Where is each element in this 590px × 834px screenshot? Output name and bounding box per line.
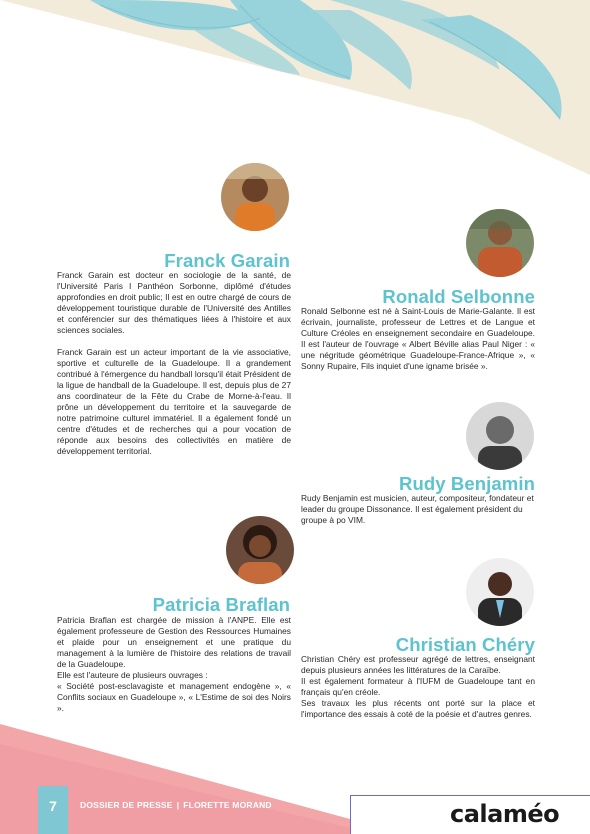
- bio-paragraph: Il est également formateur à l'IUFM de Guadeloupe tant en français qu'en créole.: [301, 676, 535, 697]
- ronald-selbonne-bio: [301, 306, 535, 372]
- bio-paragraph: Franck Garain est un acteur important de la vie associative, sportive et culturelle de la Guadeloupe. Il a grandement contribué à l'émergence du handball lorsqu'il était Président de la ligue de handball de la Guadeloupe. Il est, depuis plus de 27 ans coordinateur de la Fête du Crabe de Morne-à-l'eau. Il prône un développement du territoire et la sauvegarde de notre patrimoine culturel immatériel. Il a également fondé un centre d'études et de recherches qui a pour vocation de réponde aux besoins des collectivités en matière de développement territorial.: [57, 347, 291, 456]
- footer-separator: |: [176, 800, 180, 810]
- christian-chery-bio: [301, 654, 535, 720]
- footer-author: FLORETTE MORAND: [183, 800, 272, 810]
- bio-paragraph: Rudy Benjamin est musicien, auteur, compositeur, fondateur et leader du groupe Dissonance. Il est également président du groupe à po VIM.: [301, 493, 534, 525]
- patricia-braflan-name: Patricia Braflan: [152, 594, 290, 615]
- footer-section: DOSSIER DE PRESSE: [80, 800, 173, 810]
- bio-paragraph: Ses travaux les plus récents ont porté sur la place et l'importance des essais à coté de la poésie et d'autres genres.: [301, 698, 535, 719]
- bio-paragraph: Ronald Selbonne est né à Saint-Louis de Marie-Galante. Il est écrivain, journaliste, professeur de Lettres et de Langue et Culture Créoles en enseignement secondaire en Guadeloupe. Il est l'auteur de l'ouvrage « Albert Béville alias Paul Niger : « une négritude géométrique Guadeloupe-France-Afrique », « Sonny Rupaire, Fils inquiet d'une igname brisée ».: [301, 306, 535, 371]
- christian-chery-photo: [466, 558, 534, 626]
- rudy-benjamin-name: Rudy Benjamin: [399, 473, 535, 494]
- footer-label: [80, 800, 272, 810]
- calameo-logo[interactable]: calaméo: [450, 800, 560, 828]
- ronald-selbonne-name: Ronald Selbonne: [382, 286, 535, 307]
- franck-garain-name: Franck Garain: [164, 250, 290, 271]
- christian-chery-name: Christian Chéry: [395, 634, 535, 655]
- ronald-selbonne-photo: [466, 209, 534, 277]
- page-number: 7: [38, 786, 68, 834]
- bio-paragraph: Franck Garain est docteur en sociologie de la santé, de l'Université Paris I Panthéon Sorbonne, diplômé d'études approfondies en droit public; Il est en outre chargé de cours de développement touristique durable de l'Université des Antilles et conférencier sur des thématiques liées à l'histoire et aux sciences sociales.: [57, 270, 291, 335]
- bio-paragraph: Elle est l'auteure de plusieurs ouvrages :: [57, 670, 208, 680]
- franck-garain-bio: [57, 270, 291, 457]
- rudy-benjamin-photo: [466, 402, 534, 470]
- bio-paragraph: Christian Chéry est professeur agrégé de lettres, enseignant depuis plusieurs années les littératures de la Caraïbe.: [301, 654, 535, 675]
- patricia-braflan-bio: [57, 615, 291, 714]
- franck-garain-photo: [221, 163, 289, 231]
- bio-paragraph: « Société post-esclavagiste et management endogène », « Conflits sociaux en Guadeloupe », « L'Estime de soi des Noirs ».: [57, 681, 291, 713]
- patricia-braflan-photo: [226, 516, 294, 584]
- top-leaf-decoration: [0, 0, 590, 175]
- rudy-benjamin-bio: [301, 493, 537, 526]
- bio-paragraph: Patricia Braflan est chargée de mission à l'ANPE. Elle est également professeure de Gestion des Ressources Humaines et plaide pour un enseignement et une pratique du management à la lumière de l'histoire des relations de travail de la Guadeloupe.: [57, 615, 291, 669]
